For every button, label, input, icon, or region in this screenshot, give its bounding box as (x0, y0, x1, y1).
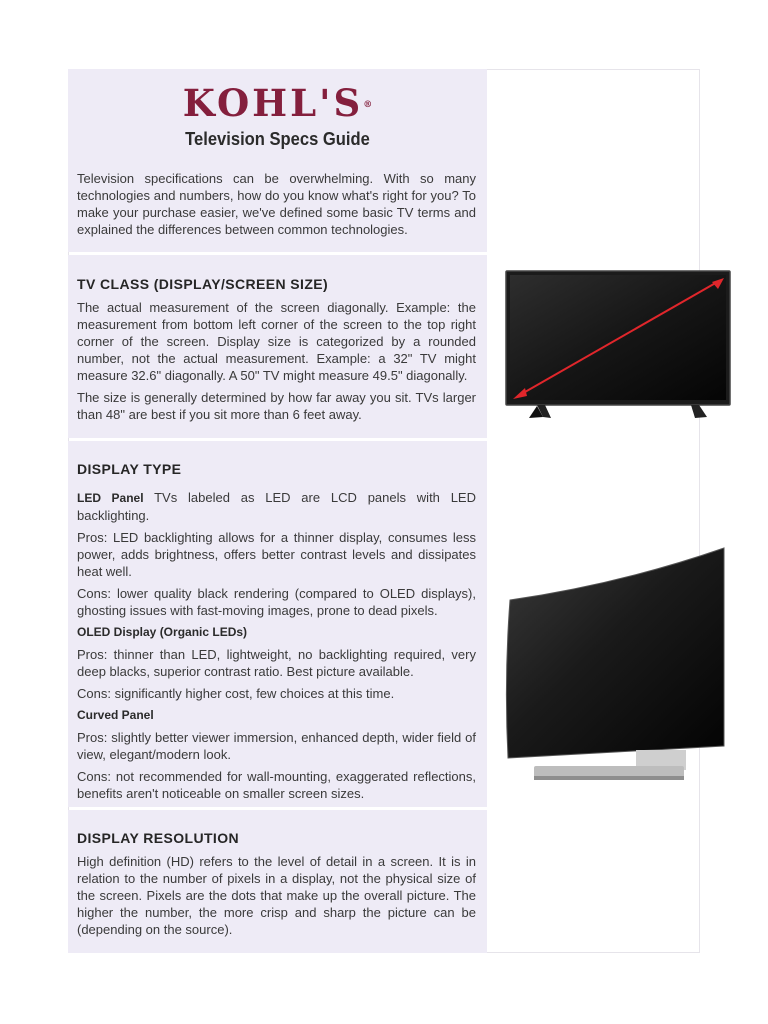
oled-pros: Pros: thinner than LED, lightweight, no backlighting required, very deep blacks, superior contrast ratio. Best picture available. (77, 647, 476, 679)
tv-class-paragraph-1: The actual measurement of the screen diagonally. Example: the measurement from bottom left corner of the screen to the top right corner of the screen. Display size is categorized by a rounded number, not the actual measurement. Example: a 32" TV might measure 32.6" diagonally. A 50" TV might measure 49.5" diagonally. (77, 300, 476, 383)
tv-class-panel (68, 255, 487, 438)
display-resolution-paragraph: High definition (HD) refers to the level of detail in a screen. It is in relation to the number of pixels in a display, not the physical size of the screen. Pixels are the dots that make up the overall picture. The higher the number, the more crisp and sharp the picture can be (depending on the source). (77, 854, 476, 937)
intro-panel (68, 69, 487, 252)
tv-class-body (77, 299, 476, 423)
led-desc-text: TVs labeled as LED are LCD panels with LED backlighting. (77, 490, 476, 523)
display-type-panel (68, 441, 487, 807)
display-resolution-title: DISPLAY RESOLUTION (77, 830, 240, 846)
display-type-title: DISPLAY TYPE (77, 461, 182, 477)
curved-pros: Pros: slightly better viewer immersion, enhanced depth, wider field of view, elegant/modern look. (77, 730, 476, 762)
page-title: Television Specs Guide (185, 129, 370, 149)
tv-class-paragraph-2: The size is generally determined by how far away you sit. TVs larger than 48" are best if you sit more than 6 feet away. (77, 390, 476, 422)
curved-cons: Cons: not recommended for wall-mounting, exaggerated reflections, benefits aren't noticeable on smaller screen sizes. (77, 769, 476, 801)
display-resolution-body (77, 853, 476, 938)
led-cons: Cons: lower quality black rendering (compared to OLED displays), ghosting issues with fast-moving images, prone to dead pixels. (77, 586, 476, 618)
flat-tv-diagram-image (505, 270, 733, 422)
tv-foot-right (691, 405, 707, 418)
display-resolution-panel (68, 810, 487, 953)
curved-tv-image (500, 544, 732, 792)
oled-label: OLED Display (Organic LEDs) (77, 625, 248, 639)
led-pros: Pros: LED backlighting allows for a thinner display, consumes less power, adds brightness, offers better contrast levels and dissipates heat well. (77, 530, 476, 579)
led-description (77, 489, 476, 524)
curved-screen (506, 548, 724, 758)
kohls-logo: KOHL'S® (182, 81, 373, 125)
led-label: LED Panel (77, 491, 144, 505)
tv-class-title: TV CLASS (DISPLAY/SCREEN SIZE) (77, 276, 329, 292)
curved-label: Curved Panel (77, 708, 154, 722)
oled-cons: Cons: significantly higher cost, few choices at this time. (77, 686, 395, 701)
intro-text: Television specifications can be overwhelming. With so many technologies and numbers, how do you know what's right for you? To make your purchase easier, we've defined some basic TV terms and explained the differences between common technologies. (77, 171, 476, 237)
display-type-body (77, 489, 476, 802)
